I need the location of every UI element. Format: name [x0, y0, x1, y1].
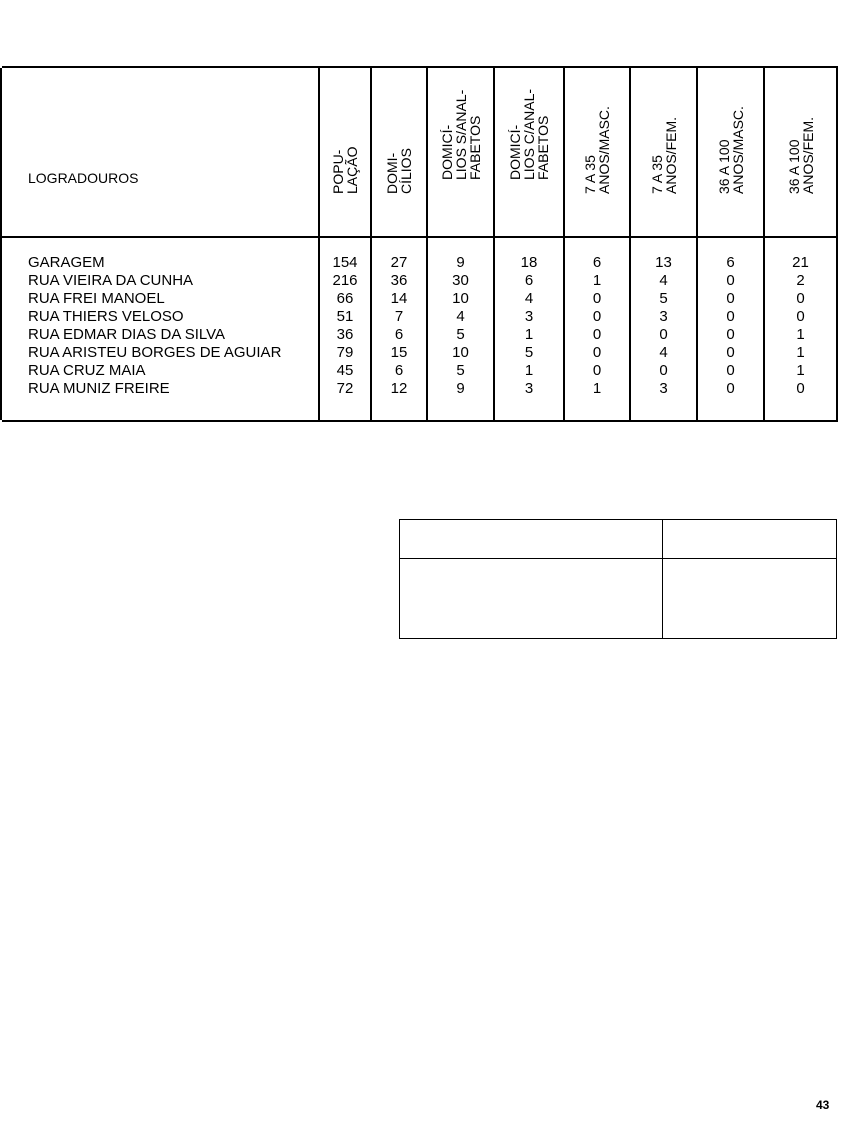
cell-domicilios: 27 [390, 254, 408, 271]
cell-a7_35_fem: 13 [655, 254, 672, 271]
cell-a36_100_fem: 1 [796, 344, 805, 361]
cell-populacao: 66 [336, 290, 354, 307]
column-header-line: LIOS S/ANAL- [452, 89, 469, 180]
cell-a36_100_masc: 0 [726, 344, 735, 361]
cell-a7_35_fem: 5 [659, 290, 668, 307]
cell-a7_35_masc: 0 [592, 362, 602, 379]
cell-a36_100_masc: 0 [726, 308, 735, 325]
cell-dom_s_anal: 10 [452, 344, 469, 361]
cell-dom_c_anal: 6 [524, 272, 534, 289]
cell-a36_100_fem: 0 [796, 290, 805, 307]
column-header-line: DOMICÍ- [507, 124, 523, 180]
column-header-line: FABETOS [466, 115, 483, 180]
table-border-left [0, 68, 2, 420]
cell-populacao: 51 [336, 308, 354, 325]
cell-dom_s_anal: 30 [452, 272, 469, 289]
column-header-populacao [320, 68, 370, 236]
box-divider [400, 558, 836, 559]
cell-a36_100_masc: 0 [726, 290, 735, 307]
box-divider [662, 520, 663, 638]
cell-a36_100_fem: 21 [792, 254, 809, 271]
cell-a7_35_masc: 6 [592, 254, 602, 271]
cell-a36_100_fem: 0 [796, 380, 805, 397]
census-table [2, 66, 838, 422]
cell-a36_100_masc: 0 [726, 326, 735, 343]
column-header-line: 7 A 35 [648, 155, 665, 194]
header-divider [2, 236, 838, 238]
cell-populacao: 36 [336, 326, 354, 343]
logradouros-header: LOGRADOUROS [28, 170, 139, 186]
cell-a36_100_masc: 6 [726, 254, 735, 271]
cell-dom_c_anal: 18 [520, 254, 538, 271]
column-header-a7_35_masc [565, 68, 629, 236]
column-header-line: LAÇÃO [344, 146, 360, 194]
cell-a7_35_masc: 1 [592, 380, 602, 397]
cell-domicilios: 7 [394, 308, 404, 325]
table-border-right [836, 68, 838, 420]
column-header-line: FABETOS [535, 115, 551, 180]
empty-table-box [399, 519, 837, 639]
cell-a7_35_fem: 3 [659, 308, 668, 325]
row-name: GARAGEM [28, 254, 105, 271]
cell-a7_35_fem: 4 [659, 272, 668, 289]
cell-a36_100_masc: 0 [726, 362, 735, 379]
cell-a7_35_fem: 3 [659, 380, 668, 397]
cell-dom_c_anal: 1 [524, 326, 534, 343]
column-header-line: ANOS/FEM. [662, 116, 679, 194]
row-name: RUA VIEIRA DA CUNHA [28, 272, 194, 289]
cell-dom_c_anal: 3 [524, 308, 534, 325]
cell-a36_100_fem: 2 [796, 272, 805, 289]
row-name: RUA EDMAR DIAS DA SILVA [28, 326, 225, 343]
cell-a36_100_fem: 1 [796, 326, 805, 343]
column-header-line: 36 A 100 [715, 139, 732, 194]
cell-a7_35_fem: 0 [659, 362, 668, 379]
cell-dom_s_anal: 5 [456, 362, 465, 379]
column-header-line: LIOS C/ANAL- [521, 88, 537, 180]
column-header-line: POPU- [330, 149, 346, 194]
cell-dom_c_anal: 4 [524, 290, 534, 307]
column-header-line: DOMICÍ- [438, 124, 455, 180]
cell-populacao: 154 [332, 254, 358, 271]
cell-domicilios: 36 [390, 272, 408, 289]
cell-a36_100_masc: 0 [726, 380, 735, 397]
cell-populacao: 72 [336, 380, 354, 397]
column-header-line: DOMI- [384, 152, 400, 194]
cell-a36_100_fem: 0 [796, 308, 805, 325]
cell-populacao: 79 [336, 344, 354, 361]
column-header-a7_35_fem [631, 68, 696, 236]
cell-dom_s_anal: 10 [452, 290, 469, 307]
cell-dom_c_anal: 1 [524, 362, 534, 379]
page-number: 43 [816, 1098, 830, 1112]
column-header-line: 7 A 35 [582, 155, 598, 194]
cell-domicilios: 12 [390, 380, 408, 397]
cell-dom_s_anal: 9 [456, 380, 465, 397]
cell-a7_35_fem: 0 [659, 326, 668, 343]
cell-a7_35_masc: 0 [592, 290, 602, 307]
column-header-dom_c_anal [495, 68, 563, 236]
cell-domicilios: 15 [390, 344, 408, 361]
column-header-a36_100_fem [765, 68, 836, 236]
cell-domicilios: 6 [394, 326, 404, 343]
column-header-line: 36 A 100 [785, 139, 802, 194]
cell-a7_35_masc: 0 [592, 344, 602, 361]
cell-a7_35_masc: 1 [592, 272, 602, 289]
cell-domicilios: 14 [390, 290, 408, 307]
cell-a7_35_fem: 4 [659, 344, 668, 361]
cell-dom_s_anal: 5 [456, 326, 465, 343]
column-header-a36_100_masc [698, 68, 763, 236]
column-header-line: ANOS/FEM. [799, 116, 816, 194]
cell-a36_100_masc: 0 [726, 272, 735, 289]
row-name: RUA THIERS VELOSO [28, 308, 184, 325]
cell-populacao: 45 [336, 362, 354, 379]
column-header-dom_s_anal [428, 68, 493, 236]
cell-domicilios: 6 [394, 362, 404, 379]
cell-dom_s_anal: 9 [456, 254, 465, 271]
column-header-domicilios [372, 68, 426, 236]
column-header-line: CÍLIOS [398, 148, 414, 194]
cell-dom_s_anal: 4 [456, 308, 465, 325]
cell-dom_c_anal: 3 [524, 380, 534, 397]
row-name: RUA CRUZ MAIA [28, 362, 146, 379]
row-name: RUA FREI MANOEL [28, 290, 165, 307]
cell-populacao: 216 [332, 272, 358, 289]
cell-a7_35_masc: 0 [592, 326, 602, 343]
row-name: RUA ARISTEU BORGES DE AGUIAR [28, 344, 282, 361]
cell-a7_35_masc: 0 [592, 308, 602, 325]
column-header-line: ANOS/MASC. [596, 106, 612, 194]
row-name: RUA MUNIZ FREIRE [28, 380, 170, 397]
cell-a36_100_fem: 1 [796, 362, 805, 379]
column-header-line: ANOS/MASC. [729, 106, 746, 194]
cell-dom_c_anal: 5 [524, 344, 534, 361]
